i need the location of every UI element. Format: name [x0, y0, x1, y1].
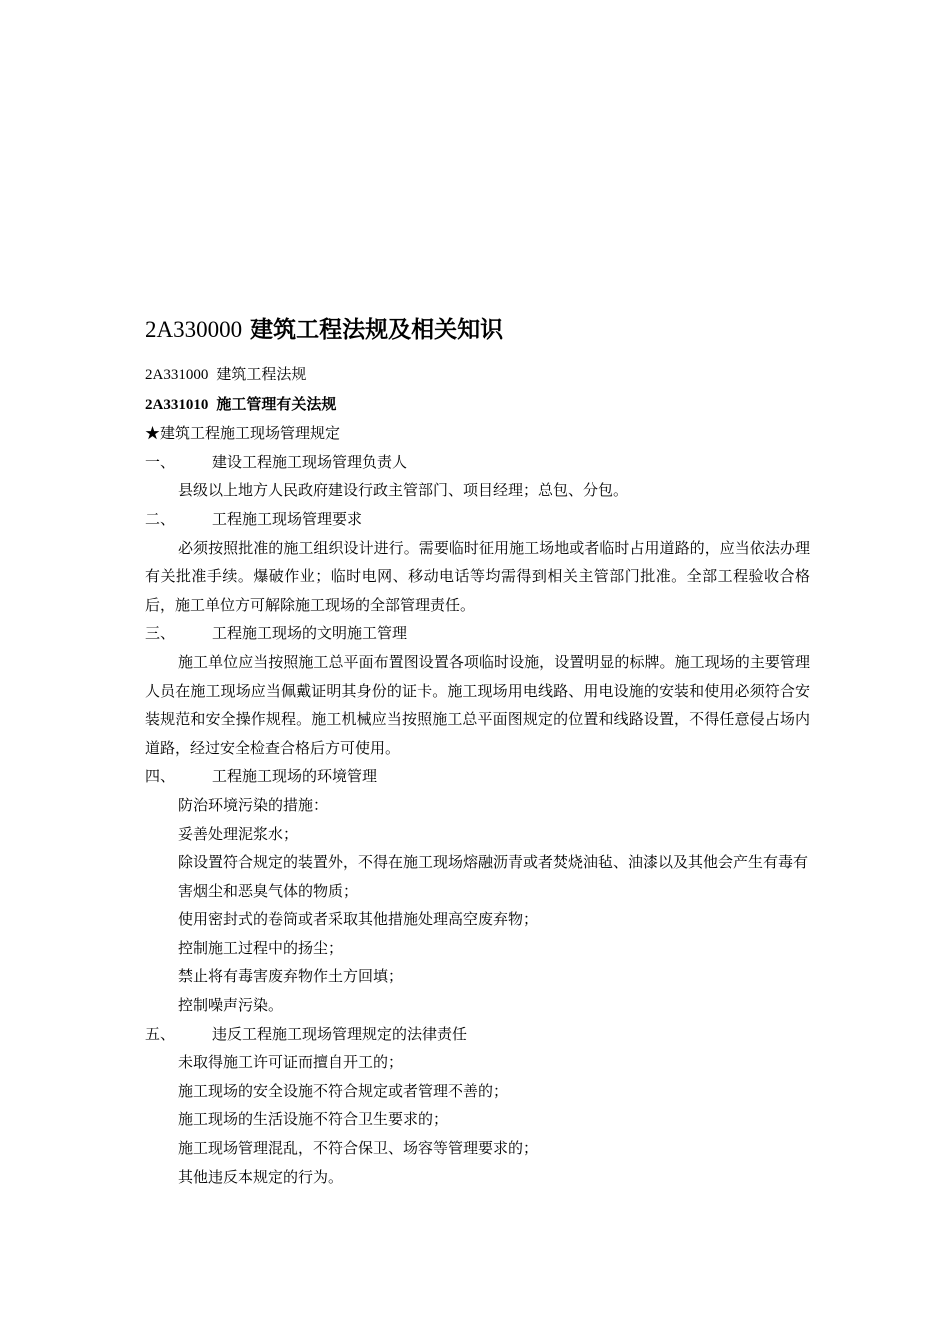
document-title: [145, 312, 810, 348]
section-paragraph: 县级以上地方人民政府建设行政主管部门、项目经理；总包、分包。: [178, 481, 629, 500]
list-item: 其他违反本规定的行为。: [178, 1167, 344, 1186]
list-item: 施工现场的安全设施不符合规定或者管理不善的；: [178, 1081, 509, 1100]
star-heading: ★建筑工程施工现场管理规定: [145, 424, 341, 443]
section-title: 建设工程施工现场管理负责人: [212, 452, 408, 471]
title-name: 建筑工程法规及相关知识: [250, 317, 504, 343]
section-paragraph: 施工单位应当按照施工总平面布置图设置各项临时设施，设置明显的标牌。施工现场的主要管理人员在施工现场应当佩戴证明其身份的证卡。施工现场用电线路、用电设施的安装和使用必须符合安装规范和安全操作规程。施工机械应当按照施工总平面图规定的位置和线路设置，不得任意侵占场内道路，经过安全检查合格后方可使用。: [145, 652, 810, 757]
list-item: 使用密封式的卷筒或者采取其他措施处理高空废弃物；: [178, 910, 539, 929]
list-item: 施工现场的生活设施不符合卫生要求的；: [178, 1110, 449, 1129]
list-item: 禁止将有毒害废弃物作土方回填；: [178, 967, 404, 986]
section-number: 四、: [145, 767, 176, 786]
list-item: 控制施工过程中的扬尘；: [178, 938, 344, 957]
subheading-1-code: 2A331000: [145, 367, 209, 383]
list-item: 控制噪声污染。: [178, 996, 284, 1015]
section-heading: [145, 762, 810, 791]
title-code: 2A330000: [145, 317, 243, 342]
list-item: 妥善处理泥浆水；: [178, 824, 299, 843]
section-paragraph: 必须按照批准的施工组织设计进行。需要临时征用施工场地或者临时占用道路的，应当依法办理有关批准手续。爆破作业；临时电网、移动电话等均需得到相关主管部门批准。全部工程验收合格后，施工单位方可解除施工现场的全部管理责任。: [145, 538, 810, 614]
section-heading: [145, 448, 810, 477]
section-heading: [145, 505, 810, 534]
subheading-2-code: 2A331010: [145, 396, 209, 413]
list-item: 除设置符合规定的装置外，不得在施工现场熔融沥青或者焚烧油毡、油漆以及其他会产生有毒有害烟尘和恶臭气体的物质；: [178, 853, 809, 900]
list-item: 未取得施工许可证而擅自开工的；: [178, 1053, 404, 1072]
list-item: 防治环境污染的措施：: [178, 795, 329, 814]
section-title: 工程施工现场的文明施工管理: [212, 624, 408, 643]
subheading-2: [145, 390, 810, 420]
section-number: 五、: [145, 1024, 176, 1043]
section-title: 工程施工现场管理要求: [212, 509, 363, 528]
section-title: 违反工程施工现场管理规定的法律责任: [212, 1024, 468, 1043]
subheading-2-name: 施工管理有关法规: [216, 394, 337, 413]
section-heading: [145, 619, 810, 648]
section-number: 三、: [145, 624, 176, 643]
section-number: 二、: [145, 509, 176, 528]
section-number: 一、: [145, 452, 176, 471]
subheading-1-name: 建筑工程法规: [216, 365, 307, 383]
section-heading: [145, 1020, 810, 1049]
list-item: 施工现场管理混乱，不符合保卫、场容等管理要求的；: [178, 1139, 539, 1158]
section-title: 工程施工现场的环境管理: [212, 767, 378, 786]
subheading-1: [145, 360, 810, 390]
document-body: [145, 312, 810, 1191]
